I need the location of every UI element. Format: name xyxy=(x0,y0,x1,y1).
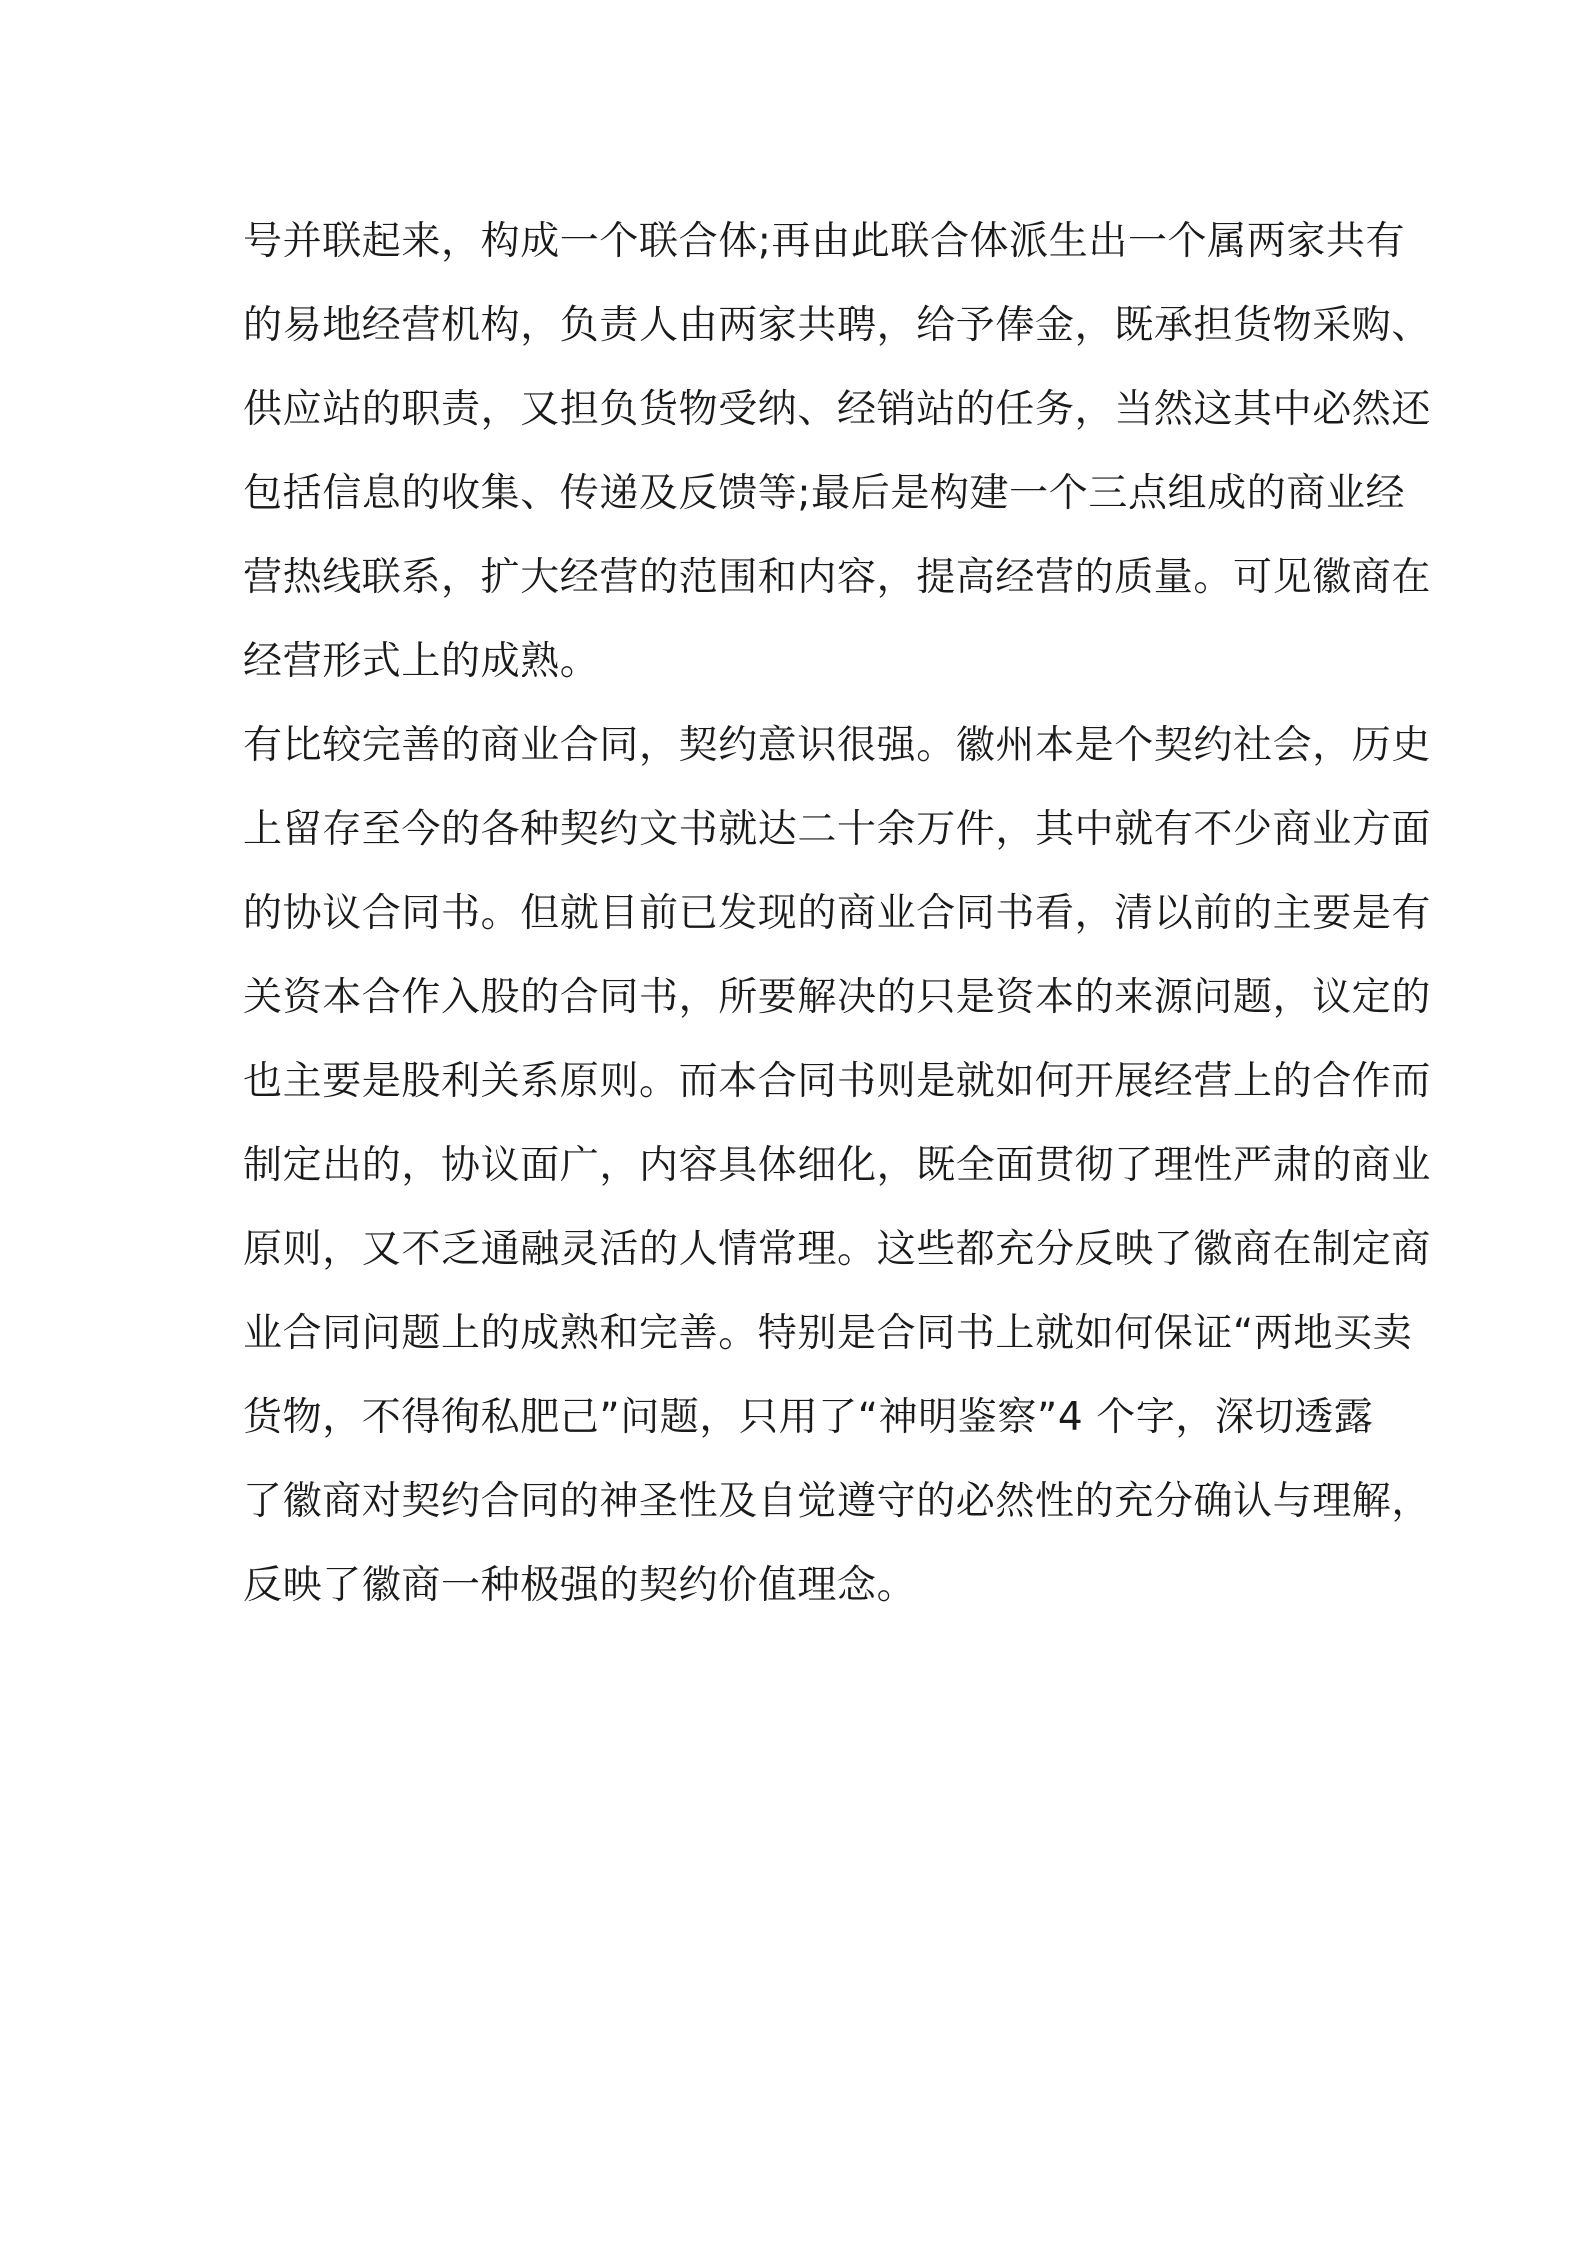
text-line: 关资本合作入股的合同书，所要解决的只是资本的来源问题，议定的 xyxy=(243,975,1432,1020)
text-line: 营热线联系，扩大经营的范围和内容，提高经营的质量。可见徽商在 xyxy=(243,555,1432,600)
text-line: 有比较完善的商业合同，契约意识很强。徽州本是个契约社会，历史 xyxy=(243,723,1432,768)
text-line: 了徽商对契约合同的神圣性及自觉遵守的必然性的充分确认与理解， xyxy=(243,1479,1432,1524)
text-line: 原则，又不乏通融灵活的人情常理。这些都充分反映了徽商在制定商 xyxy=(243,1227,1432,1272)
text-line: 制定出的，协议面广，内容具体细化，既全面贯彻了理性严肃的商业 xyxy=(243,1143,1432,1188)
text-line: 供应站的职责，又担负货物受纳、经销站的任务，当然这其中必然还 xyxy=(243,387,1432,432)
text-line: 业合同问题上的成熟和完善。特别是合同书上就如何保证“两地买卖 xyxy=(243,1311,1413,1356)
text-line: 包括信息的收集、传递及反馈等;最后是构建一个三点组成的商业经 xyxy=(243,471,1406,516)
text-line: 经营形式上的成熟。 xyxy=(243,639,600,684)
text-line: 货物，不得徇私肥己”问题，只用了“神明鉴察”4 个字，深切透露 xyxy=(243,1395,1374,1440)
text-line: 反映了徽商一种极强的契约价值理念。 xyxy=(243,1563,917,1608)
text-line: 的协议合同书。但就目前已发现的商业合同书看，清以前的主要是有 xyxy=(243,891,1432,936)
text-line: 也主要是股利关系原则。而本合同书则是就如何开展经营上的合作而 xyxy=(243,1059,1432,1104)
body-text xyxy=(243,200,1432,1628)
text-line: 上留存至今的各种契约文书就达二十余万件，其中就有不少商业方面 xyxy=(243,807,1432,852)
text-line: 号并联起来，构成一个联合体;再由此联合体派生出一个属两家共有 xyxy=(243,219,1406,264)
text-line: 的易地经营机构，负责人由两家共聘，给予俸金，既承担货物采购、 xyxy=(243,303,1432,348)
